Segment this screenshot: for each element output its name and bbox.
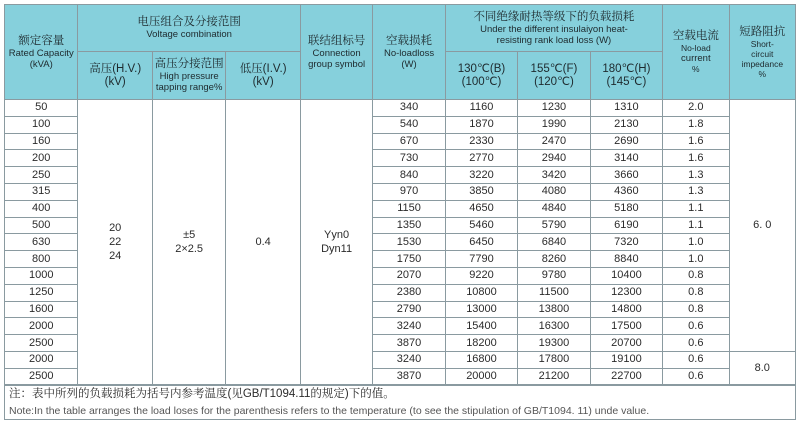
cell-impedance-a: 6. 0 <box>729 100 795 352</box>
cell-loss-f: 1990 <box>518 116 590 133</box>
header-voltage-combination: 电压组合及分接范围 Voltage combination <box>78 5 300 52</box>
cell-loss-h: 8840 <box>590 251 662 268</box>
cell-loss-b: 20000 <box>445 368 517 385</box>
cell-loss-h: 14800 <box>590 301 662 318</box>
cell-loss-f: 19300 <box>518 335 590 352</box>
cell-loss-h: 12300 <box>590 284 662 301</box>
cell-loss-f: 6840 <box>518 234 590 251</box>
cell-loss-h: 1310 <box>590 100 662 117</box>
cell-current: 1.6 <box>663 133 729 150</box>
cell-loss-b: 10800 <box>445 284 517 301</box>
cell-lv-value: 0.4 <box>226 100 300 386</box>
cell-current: 1.0 <box>663 234 729 251</box>
cell-capacity: 2000 <box>5 318 78 335</box>
cell-noload: 540 <box>373 116 445 133</box>
cell-noload: 2790 <box>373 301 445 318</box>
header-hv: 高压(H.V.) (kV) <box>78 52 152 100</box>
cell-noload: 970 <box>373 183 445 200</box>
cell-current: 1.6 <box>663 150 729 167</box>
cell-loss-f: 11500 <box>518 284 590 301</box>
cell-capacity: 250 <box>5 167 78 184</box>
cell-loss-b: 6450 <box>445 234 517 251</box>
cell-loss-b: 7790 <box>445 251 517 268</box>
cell-noload: 3870 <box>373 368 445 385</box>
cell-connection-values: Yyn0 Dyn11 <box>300 100 372 386</box>
cell-loss-b: 3220 <box>445 167 517 184</box>
cell-loss-h: 5180 <box>590 200 662 217</box>
cell-current: 1.1 <box>663 200 729 217</box>
cell-current: 1.1 <box>663 217 729 234</box>
cell-capacity: 2500 <box>5 368 78 385</box>
cell-noload: 670 <box>373 133 445 150</box>
cell-loss-h: 7320 <box>590 234 662 251</box>
cell-noload: 730 <box>373 150 445 167</box>
cell-loss-b: 15400 <box>445 318 517 335</box>
header-temp-155: 155℃(F) (120℃) <box>518 52 590 100</box>
cell-loss-h: 10400 <box>590 267 662 284</box>
cell-current: 0.6 <box>663 368 729 385</box>
cell-tapping-values: ±5 2×2.5 <box>152 100 225 386</box>
cell-noload: 1150 <box>373 200 445 217</box>
cell-capacity: 160 <box>5 133 78 150</box>
cell-loss-f: 5790 <box>518 217 590 234</box>
cell-capacity: 800 <box>5 251 78 268</box>
cell-loss-h: 3140 <box>590 150 662 167</box>
cell-loss-b: 1160 <box>445 100 517 117</box>
cell-loss-f: 1230 <box>518 100 590 117</box>
cell-loss-f: 8260 <box>518 251 590 268</box>
cell-capacity: 1600 <box>5 301 78 318</box>
cell-loss-f: 13800 <box>518 301 590 318</box>
cell-loss-b: 4650 <box>445 200 517 217</box>
cell-loss-b: 3850 <box>445 183 517 200</box>
cell-noload: 2380 <box>373 284 445 301</box>
cell-loss-b: 2330 <box>445 133 517 150</box>
cell-loss-h: 3660 <box>590 167 662 184</box>
table-footnote <box>4 384 796 420</box>
footnote-english: Note:In the table arranges the load loses for the parenthesis refers to the temperature (to see the stipulation of GB/T1094. 11) unde value. <box>9 405 650 417</box>
cell-loss-f: 16300 <box>518 318 590 335</box>
cell-loss-b: 18200 <box>445 335 517 352</box>
cell-noload: 340 <box>373 100 445 117</box>
cell-hv-values: 20 22 24 <box>78 100 152 386</box>
cell-current: 1.8 <box>663 116 729 133</box>
cell-noload: 1350 <box>373 217 445 234</box>
cell-capacity: 200 <box>5 150 78 167</box>
transformer-spec-table <box>4 4 796 386</box>
cell-current: 1.3 <box>663 183 729 200</box>
cell-loss-h: 6190 <box>590 217 662 234</box>
cell-loss-b: 5460 <box>445 217 517 234</box>
cell-capacity: 1250 <box>5 284 78 301</box>
cell-noload: 840 <box>373 167 445 184</box>
cell-loss-h: 22700 <box>590 368 662 385</box>
header-temp-130: 130℃(B) (100℃) <box>445 52 517 100</box>
cell-noload: 3240 <box>373 318 445 335</box>
cell-current: 1.3 <box>663 167 729 184</box>
cell-loss-h: 19100 <box>590 351 662 368</box>
cell-noload: 2070 <box>373 267 445 284</box>
cell-loss-b: 16800 <box>445 351 517 368</box>
header-rated-capacity: 额定容量 Rated Capacity (kVA) <box>5 5 78 100</box>
cell-loss-f: 2470 <box>518 133 590 150</box>
cell-current: 0.6 <box>663 351 729 368</box>
header-temp-180: 180℃(H) (145℃) <box>590 52 662 100</box>
cell-capacity: 315 <box>5 183 78 200</box>
cell-capacity: 2500 <box>5 335 78 352</box>
footnote-chinese: 注：表中所列的负载损耗为括号内参考温度(见GB/T1094.11的规定)下的值。 <box>9 388 395 400</box>
cell-current: 0.8 <box>663 267 729 284</box>
cell-loss-h: 17500 <box>590 318 662 335</box>
cell-current: 0.8 <box>663 284 729 301</box>
cell-capacity: 2000 <box>5 351 78 368</box>
cell-current: 0.6 <box>663 335 729 352</box>
header-noload-loss: 空载损耗 No-loadloss (W) <box>373 5 445 100</box>
cell-loss-f: 3420 <box>518 167 590 184</box>
cell-loss-f: 17800 <box>518 351 590 368</box>
cell-loss-b: 13000 <box>445 301 517 318</box>
cell-loss-f: 21200 <box>518 368 590 385</box>
cell-loss-f: 4840 <box>518 200 590 217</box>
cell-capacity: 100 <box>5 116 78 133</box>
cell-current: 1.0 <box>663 251 729 268</box>
header-load-loss: 不同绝缘耐热等级下的负载损耗 Under the different insulaiyon heat- resisting rank load loss (W) <box>445 5 662 52</box>
cell-loss-b: 9220 <box>445 267 517 284</box>
cell-current: 0.8 <box>663 301 729 318</box>
header-noload-current: 空载电流 No-load current % <box>663 5 729 100</box>
cell-capacity: 1000 <box>5 267 78 284</box>
cell-loss-h: 2130 <box>590 116 662 133</box>
cell-current: 0.6 <box>663 318 729 335</box>
cell-noload: 3240 <box>373 351 445 368</box>
cell-loss-b: 1870 <box>445 116 517 133</box>
cell-loss-h: 20700 <box>590 335 662 352</box>
cell-loss-h: 4360 <box>590 183 662 200</box>
header-tapping-range: 高压分接范围 High pressure tapping range% <box>152 52 225 100</box>
cell-noload: 3870 <box>373 335 445 352</box>
cell-capacity: 630 <box>5 234 78 251</box>
cell-loss-b: 2770 <box>445 150 517 167</box>
cell-impedance-b: 8.0 <box>729 351 795 385</box>
cell-noload: 1530 <box>373 234 445 251</box>
cell-loss-f: 2940 <box>518 150 590 167</box>
cell-loss-f: 4080 <box>518 183 590 200</box>
table-row <box>5 100 796 117</box>
cell-noload: 1750 <box>373 251 445 268</box>
cell-loss-f: 9780 <box>518 267 590 284</box>
cell-capacity: 500 <box>5 217 78 234</box>
cell-loss-h: 2690 <box>590 133 662 150</box>
header-impedance: 短路阻抗 Short- circuit impedance % <box>729 5 795 100</box>
header-lv: 低压(I.V.) (kV) <box>226 52 300 100</box>
cell-current: 2.0 <box>663 100 729 117</box>
cell-capacity: 400 <box>5 200 78 217</box>
header-connection-group: 联结组标号 Connection group symbol <box>300 5 372 100</box>
cell-capacity: 50 <box>5 100 78 117</box>
